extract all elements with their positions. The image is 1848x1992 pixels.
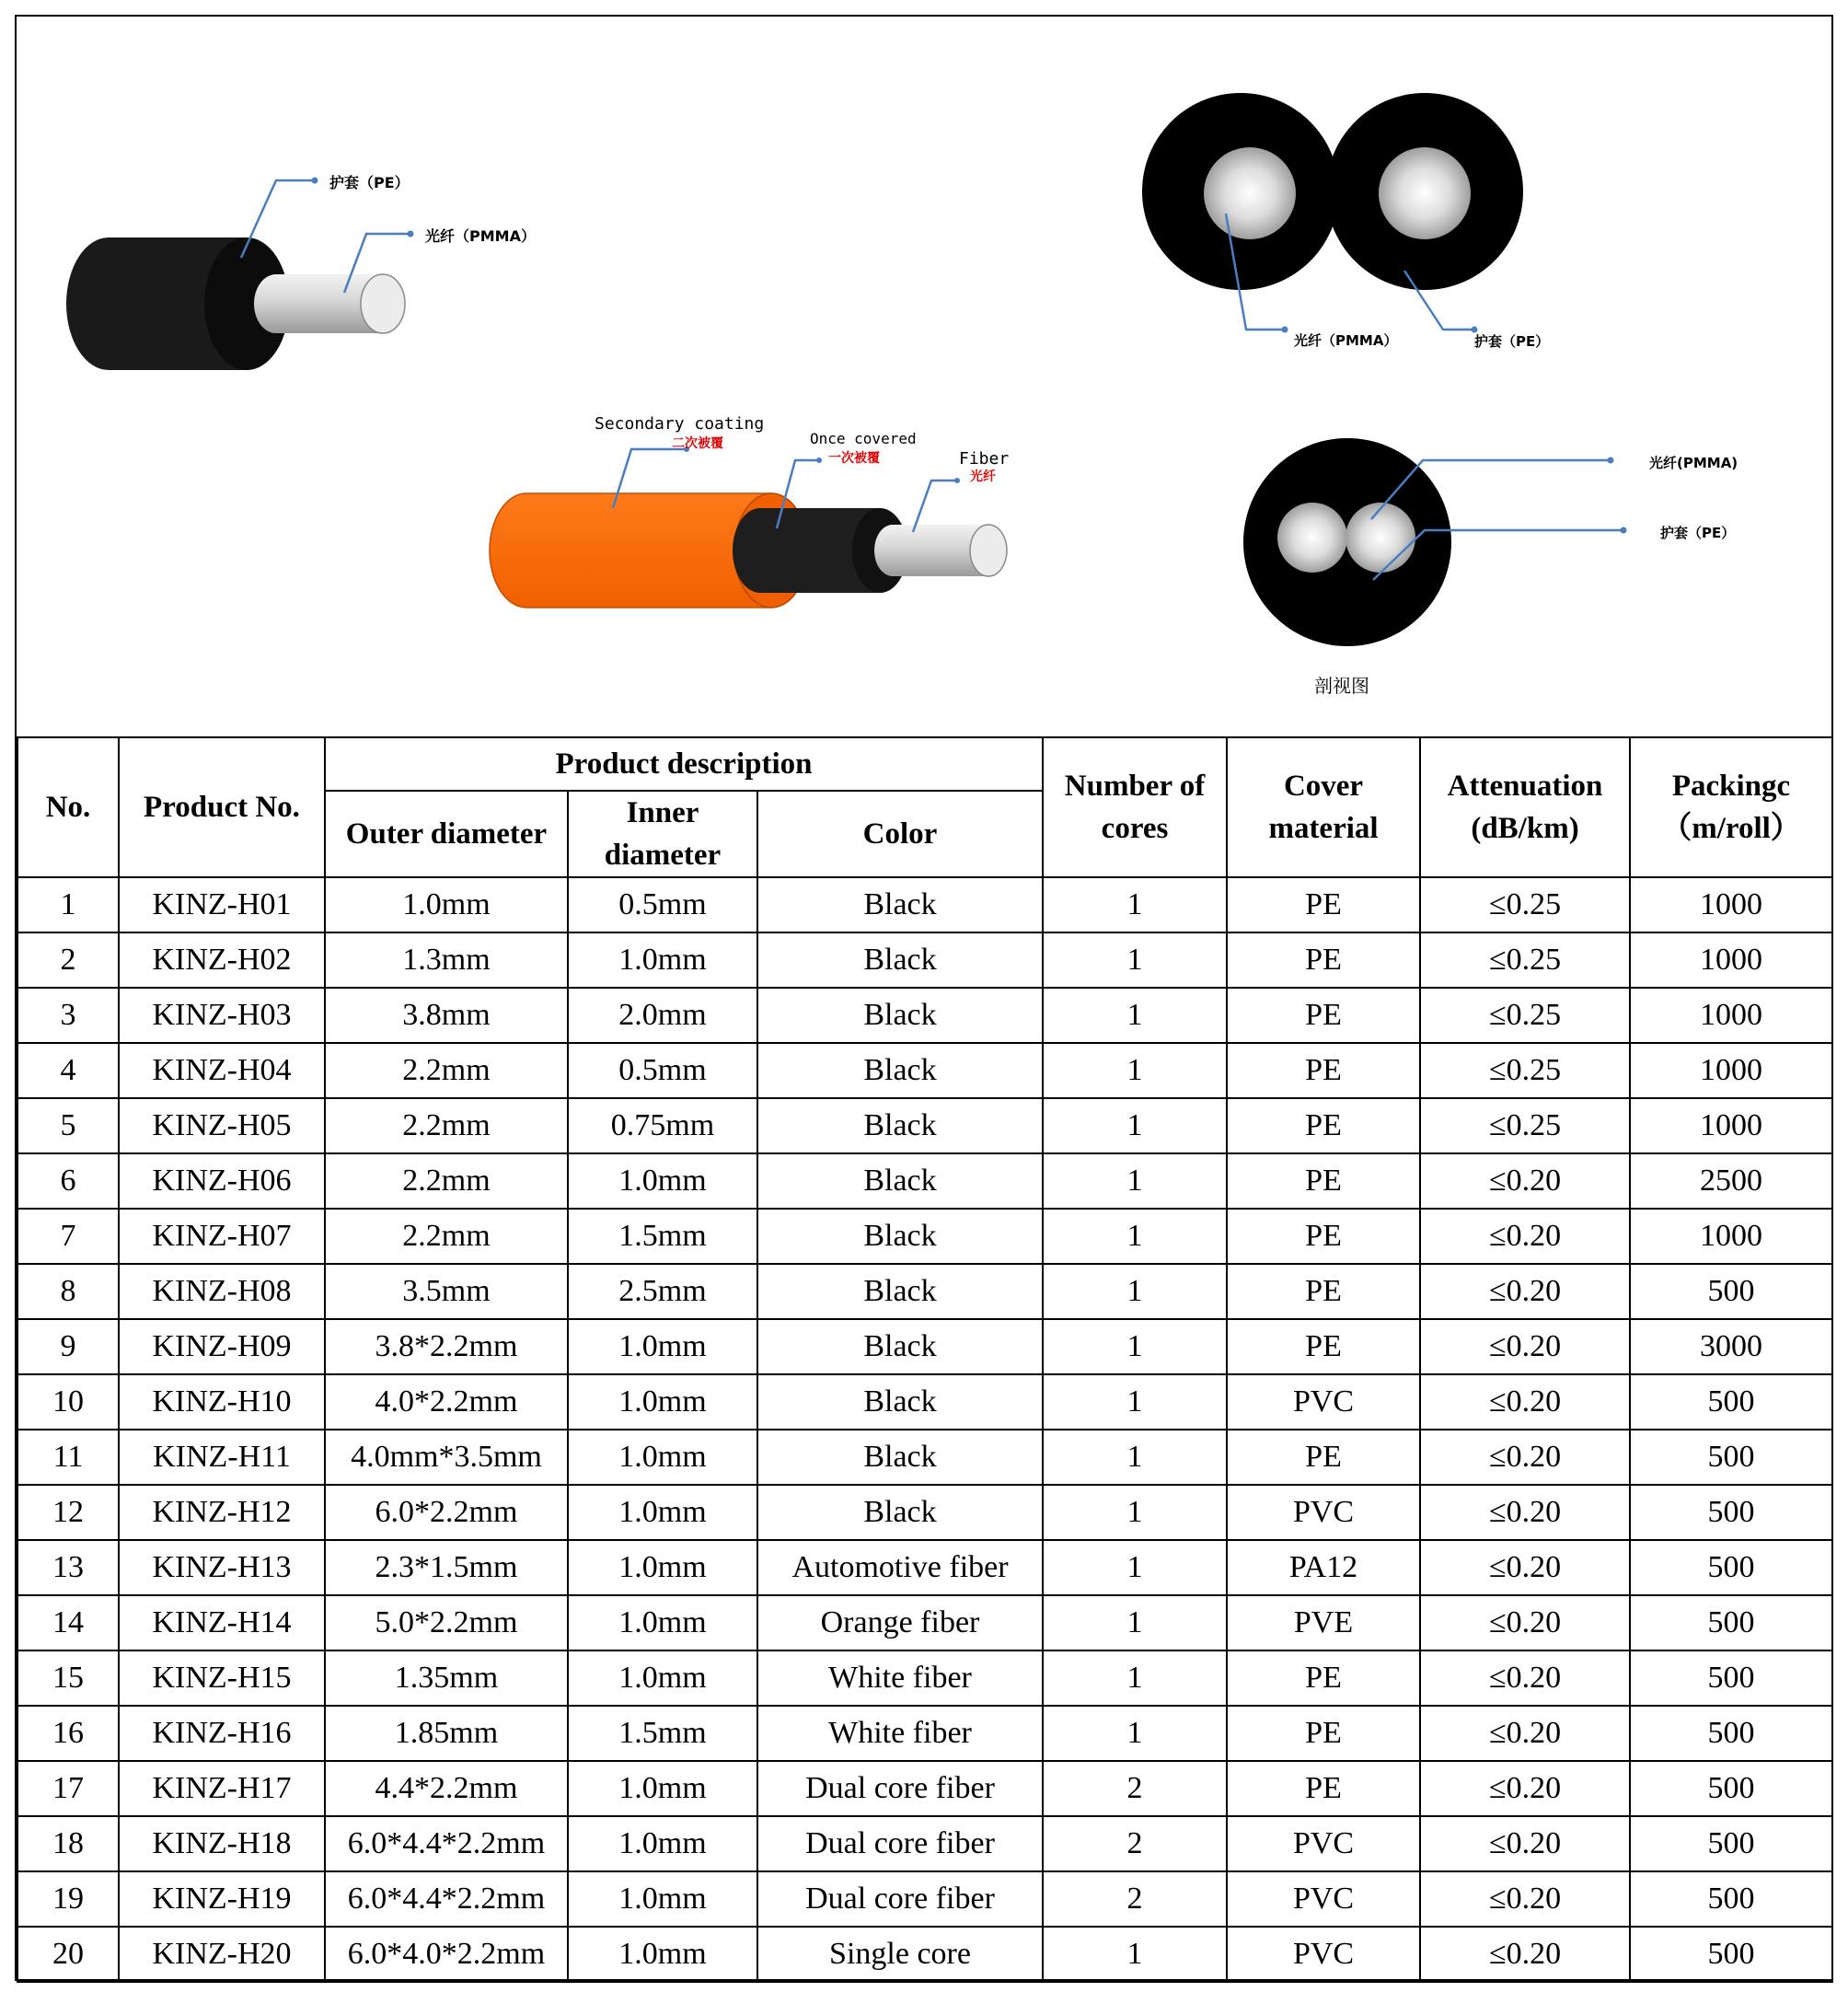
table-row — [17, 1043, 1832, 1098]
table-row — [17, 1098, 1832, 1153]
row-number-cell: 16 — [17, 1706, 119, 1761]
header-no: No. — [17, 737, 119, 877]
cover-material-cell: PE — [1227, 932, 1420, 988]
inner-diameter-cell: 1.0mm — [568, 1595, 757, 1650]
product-number-cell: KINZ-H17 — [119, 1761, 325, 1816]
row-number-cell: 1 — [17, 877, 119, 932]
packing-cell: 500 — [1630, 1264, 1832, 1319]
outer-diameter-cell: 3.8*2.2mm — [325, 1319, 568, 1374]
number-of-cores-cell: 1 — [1043, 1319, 1227, 1374]
attenuation-cell: ≤0.20 — [1420, 1374, 1630, 1430]
packing-cell: 500 — [1630, 1761, 1832, 1816]
product-spec-table — [17, 736, 1833, 1983]
cover-material-cell: PVC — [1227, 1871, 1420, 1927]
table-row — [17, 1706, 1832, 1761]
color-cell: Black — [757, 1153, 1043, 1209]
table-row — [17, 1927, 1832, 1982]
header-outer-diameter: Outer diameter — [325, 791, 568, 877]
attenuation-cell: ≤0.20 — [1420, 1595, 1630, 1650]
number-of-cores-cell: 1 — [1043, 988, 1227, 1043]
outer-diameter-cell: 6.0*4.4*2.2mm — [325, 1816, 568, 1871]
number-of-cores-cell: 1 — [1043, 1430, 1227, 1485]
dual-round-cable-cross-section — [1142, 93, 1549, 350]
product-number-cell: KINZ-H03 — [119, 988, 325, 1043]
fiber-cn-label: 光纤 — [970, 469, 996, 484]
inner-diameter-cell: 0.75mm — [568, 1098, 757, 1153]
number-of-cores-cell: 1 — [1043, 1927, 1227, 1982]
color-cell: Black — [757, 1374, 1043, 1430]
spec-sheet — [15, 15, 1833, 1981]
outer-diameter-cell: 1.35mm — [325, 1650, 568, 1706]
row-number-cell: 14 — [17, 1595, 119, 1650]
inner-diameter-cell: 2.0mm — [568, 988, 757, 1043]
table-row — [17, 932, 1832, 988]
color-cell: Orange fiber — [757, 1595, 1043, 1650]
row-number-cell: 15 — [17, 1650, 119, 1706]
row-number-cell: 11 — [17, 1430, 119, 1485]
packing-cell: 3000 — [1630, 1319, 1832, 1374]
attenuation-cell: ≤0.25 — [1420, 1098, 1630, 1153]
row-number-cell: 7 — [17, 1209, 119, 1264]
outer-diameter-cell: 4.4*2.2mm — [325, 1761, 568, 1816]
packing-cell: 1000 — [1630, 1043, 1832, 1098]
packing-cell: 1000 — [1630, 1209, 1832, 1264]
attenuation-cell: ≤0.20 — [1420, 1871, 1630, 1927]
outer-diameter-cell: 6.0*2.2mm — [325, 1485, 568, 1540]
cover-material-cell: PA12 — [1227, 1540, 1420, 1595]
cover-material-cell: PE — [1227, 1761, 1420, 1816]
dual-flat-fiber-label: 光纤(PMMA) — [1649, 455, 1738, 471]
product-number-cell: KINZ-H09 — [119, 1319, 325, 1374]
outer-diameter-cell: 1.0mm — [325, 877, 568, 932]
cover-material-cell: PE — [1227, 1043, 1420, 1098]
color-cell: Black — [757, 1264, 1043, 1319]
cover-material-cell: PVC — [1227, 1374, 1420, 1430]
color-cell: White fiber — [757, 1706, 1043, 1761]
table-row — [17, 1595, 1832, 1650]
number-of-cores-cell: 1 — [1043, 1650, 1227, 1706]
number-of-cores-cell: 1 — [1043, 1595, 1227, 1650]
packing-cell: 500 — [1630, 1430, 1832, 1485]
inner-diameter-cell: 0.5mm — [568, 877, 757, 932]
cover-material-cell: PE — [1227, 1319, 1420, 1374]
table-row — [17, 1264, 1832, 1319]
product-number-cell: KINZ-H04 — [119, 1043, 325, 1098]
table-row — [17, 1650, 1832, 1706]
table-row — [17, 1540, 1832, 1595]
product-number-cell: KINZ-H16 — [119, 1706, 325, 1761]
number-of-cores-cell: 1 — [1043, 932, 1227, 988]
dual-round-fiber-label: 光纤（PMMA） — [1294, 332, 1398, 349]
packing-cell: 500 — [1630, 1485, 1832, 1540]
cover-material-cell: PVC — [1227, 1485, 1420, 1540]
color-cell: Black — [757, 1043, 1043, 1098]
attenuation-cell: ≤0.25 — [1420, 988, 1630, 1043]
table-row — [17, 1374, 1832, 1430]
inner-diameter-cell: 1.0mm — [568, 1816, 757, 1871]
color-cell: Dual core fiber — [757, 1761, 1043, 1816]
header-packing: Packingc （m/roll） — [1630, 737, 1832, 877]
cover-material-cell: PE — [1227, 988, 1420, 1043]
color-cell: Black — [757, 1485, 1043, 1540]
table-row — [17, 1430, 1832, 1485]
outer-diameter-cell: 2.2mm — [325, 1043, 568, 1098]
row-number-cell: 9 — [17, 1319, 119, 1374]
attenuation-cell: ≤0.20 — [1420, 1264, 1630, 1319]
cross-section-caption: 剖视图 — [1314, 675, 1369, 697]
inner-diameter-cell: 1.0mm — [568, 1761, 757, 1816]
product-number-cell: KINZ-H13 — [119, 1540, 325, 1595]
color-cell: Black — [757, 1430, 1043, 1485]
attenuation-cell: ≤0.20 — [1420, 1485, 1630, 1540]
color-cell: Black — [757, 1209, 1043, 1264]
header-number-of-cores: Number of cores — [1043, 737, 1227, 877]
packing-cell: 500 — [1630, 1595, 1832, 1650]
cover-material-cell: PE — [1227, 1098, 1420, 1153]
number-of-cores-cell: 2 — [1043, 1871, 1227, 1927]
cover-material-cell: PVC — [1227, 1816, 1420, 1871]
row-number-cell: 2 — [17, 932, 119, 988]
row-number-cell: 19 — [17, 1871, 119, 1927]
inner-diameter-cell: 1.0mm — [568, 1153, 757, 1209]
packing-cell: 1000 — [1630, 932, 1832, 988]
inner-diameter-cell: 1.0mm — [568, 1871, 757, 1927]
row-number-cell: 10 — [17, 1374, 119, 1430]
packing-cell: 500 — [1630, 1650, 1832, 1706]
header-inner-diameter: Inner diameter — [568, 791, 757, 877]
table-row — [17, 1153, 1832, 1209]
table-row — [17, 988, 1832, 1043]
packing-cell: 500 — [1630, 1540, 1832, 1595]
attenuation-cell: ≤0.25 — [1420, 877, 1630, 932]
packing-cell: 500 — [1630, 1816, 1832, 1871]
cover-material-cell: PE — [1227, 877, 1420, 932]
coated-cable-illustration — [490, 414, 1009, 608]
product-number-cell: KINZ-H18 — [119, 1816, 325, 1871]
number-of-cores-cell: 2 — [1043, 1816, 1227, 1871]
header-product-no: Product No. — [119, 737, 325, 877]
single-core-cable-illustration — [66, 174, 536, 370]
row-number-cell: 12 — [17, 1485, 119, 1540]
inner-diameter-cell: 1.5mm — [568, 1706, 757, 1761]
attenuation-cell: ≤0.25 — [1420, 1043, 1630, 1098]
cover-material-cell: PE — [1227, 1264, 1420, 1319]
inner-diameter-cell: 0.5mm — [568, 1043, 757, 1098]
product-number-cell: KINZ-H02 — [119, 932, 325, 988]
header-product-description: Product description — [325, 737, 1043, 791]
number-of-cores-cell: 1 — [1043, 1153, 1227, 1209]
color-cell: Black — [757, 1098, 1043, 1153]
outer-diameter-cell: 4.0mm*3.5mm — [325, 1430, 568, 1485]
table-row — [17, 1485, 1832, 1540]
row-number-cell: 5 — [17, 1098, 119, 1153]
packing-cell: 2500 — [1630, 1153, 1832, 1209]
dual-flat-jacket-label: 护套（PE） — [1660, 525, 1736, 541]
product-number-cell: KINZ-H10 — [119, 1374, 325, 1430]
outer-diameter-cell: 2.2mm — [325, 1153, 568, 1209]
secondary-coating-cn-label: 二次被覆 — [672, 436, 723, 451]
product-number-cell: KINZ-H20 — [119, 1927, 325, 1982]
color-cell: Black — [757, 1319, 1043, 1374]
product-number-cell: KINZ-H05 — [119, 1098, 325, 1153]
number-of-cores-cell: 1 — [1043, 1485, 1227, 1540]
product-number-cell: KINZ-H14 — [119, 1595, 325, 1650]
color-cell: White fiber — [757, 1650, 1043, 1706]
row-number-cell: 20 — [17, 1927, 119, 1982]
inner-diameter-cell: 1.0mm — [568, 1650, 757, 1706]
outer-diameter-cell: 3.8mm — [325, 988, 568, 1043]
outer-diameter-cell: 2.2mm — [325, 1098, 568, 1153]
number-of-cores-cell: 1 — [1043, 1540, 1227, 1595]
outer-diameter-cell: 1.85mm — [325, 1706, 568, 1761]
product-number-cell: KINZ-H08 — [119, 1264, 325, 1319]
color-cell: Automotive fiber — [757, 1540, 1043, 1595]
table-row — [17, 877, 1832, 932]
packing-cell: 1000 — [1630, 988, 1832, 1043]
attenuation-cell: ≤0.20 — [1420, 1540, 1630, 1595]
row-number-cell: 18 — [17, 1816, 119, 1871]
outer-diameter-cell: 3.5mm — [325, 1264, 568, 1319]
table-row — [17, 1871, 1832, 1927]
attenuation-cell: ≤0.20 — [1420, 1430, 1630, 1485]
inner-diameter-cell: 1.0mm — [568, 1374, 757, 1430]
secondary-coating-label: Secondary coating — [595, 414, 765, 434]
outer-diameter-cell: 4.0*2.2mm — [325, 1374, 568, 1430]
inner-diameter-cell: 1.0mm — [568, 1319, 757, 1374]
cover-material-cell: PE — [1227, 1209, 1420, 1264]
cover-material-cell: PE — [1227, 1153, 1420, 1209]
fiber-label: Fiber — [959, 449, 1010, 469]
product-number-cell: KINZ-H11 — [119, 1430, 325, 1485]
packing-cell: 500 — [1630, 1871, 1832, 1927]
packing-cell: 500 — [1630, 1706, 1832, 1761]
number-of-cores-cell: 1 — [1043, 1264, 1227, 1319]
attenuation-cell: ≤0.20 — [1420, 1816, 1630, 1871]
cover-material-cell: PE — [1227, 1650, 1420, 1706]
row-number-cell: 4 — [17, 1043, 119, 1098]
inner-diameter-cell: 1.0mm — [568, 1430, 757, 1485]
attenuation-cell: ≤0.20 — [1420, 1706, 1630, 1761]
row-number-cell: 13 — [17, 1540, 119, 1595]
cover-material-cell: PE — [1227, 1706, 1420, 1761]
color-cell: Single core — [757, 1927, 1043, 1982]
dual-flat-cable-cross-section — [1243, 438, 1738, 697]
single-core-jacket-label: 护套（PE） — [329, 174, 410, 191]
header-cover-material: Cover material — [1227, 737, 1420, 877]
product-number-cell: KINZ-H01 — [119, 877, 325, 932]
color-cell: Black — [757, 932, 1043, 988]
inner-diameter-cell: 1.0mm — [568, 1927, 757, 1982]
color-cell: Dual core fiber — [757, 1816, 1043, 1871]
product-number-cell: KINZ-H15 — [119, 1650, 325, 1706]
outer-diameter-cell: 6.0*4.4*2.2mm — [325, 1871, 568, 1927]
number-of-cores-cell: 1 — [1043, 877, 1227, 932]
table-row — [17, 1761, 1832, 1816]
attenuation-cell: ≤0.20 — [1420, 1927, 1630, 1982]
packing-cell: 500 — [1630, 1927, 1832, 1982]
color-cell: Black — [757, 877, 1043, 932]
attenuation-cell: ≤0.25 — [1420, 932, 1630, 988]
color-cell: Dual core fiber — [757, 1871, 1043, 1927]
once-covered-cn-label: 一次被覆 — [828, 451, 880, 466]
dual-round-jacket-label: 护套（PE） — [1474, 333, 1550, 350]
outer-diameter-cell: 2.3*1.5mm — [325, 1540, 568, 1595]
cover-material-cell: PE — [1227, 1430, 1420, 1485]
packing-cell: 1000 — [1630, 1098, 1832, 1153]
outer-diameter-cell: 6.0*4.0*2.2mm — [325, 1927, 568, 1982]
table-row — [17, 1816, 1832, 1871]
product-number-cell: KINZ-H06 — [119, 1153, 325, 1209]
attenuation-cell: ≤0.20 — [1420, 1650, 1630, 1706]
number-of-cores-cell: 1 — [1043, 1706, 1227, 1761]
inner-diameter-cell: 1.0mm — [568, 1485, 757, 1540]
outer-diameter-cell: 1.3mm — [325, 932, 568, 988]
product-number-cell: KINZ-H07 — [119, 1209, 325, 1264]
row-number-cell: 8 — [17, 1264, 119, 1319]
once-covered-label: Once covered — [810, 430, 917, 447]
number-of-cores-cell: 1 — [1043, 1209, 1227, 1264]
inner-diameter-cell: 1.0mm — [568, 1540, 757, 1595]
inner-diameter-cell: 1.5mm — [568, 1209, 757, 1264]
outer-diameter-cell: 2.2mm — [325, 1209, 568, 1264]
row-number-cell: 3 — [17, 988, 119, 1043]
attenuation-cell: ≤0.20 — [1420, 1209, 1630, 1264]
number-of-cores-cell: 1 — [1043, 1098, 1227, 1153]
inner-diameter-cell: 1.0mm — [568, 932, 757, 988]
product-number-cell: KINZ-H19 — [119, 1871, 325, 1927]
cover-material-cell: PVE — [1227, 1595, 1420, 1650]
single-core-fiber-label: 光纤（PMMA） — [425, 227, 536, 245]
color-cell: Black — [757, 988, 1043, 1043]
row-number-cell: 17 — [17, 1761, 119, 1816]
attenuation-cell: ≤0.20 — [1420, 1153, 1630, 1209]
header-color: Color — [757, 791, 1043, 877]
row-number-cell: 6 — [17, 1153, 119, 1209]
cable-structure-diagrams — [17, 17, 1831, 736]
product-number-cell: KINZ-H12 — [119, 1485, 325, 1540]
cover-material-cell: PVC — [1227, 1927, 1420, 1982]
number-of-cores-cell: 2 — [1043, 1761, 1227, 1816]
number-of-cores-cell: 1 — [1043, 1374, 1227, 1430]
outer-diameter-cell: 5.0*2.2mm — [325, 1595, 568, 1650]
table-row — [17, 1319, 1832, 1374]
packing-cell: 1000 — [1630, 877, 1832, 932]
inner-diameter-cell: 2.5mm — [568, 1264, 757, 1319]
attenuation-cell: ≤0.20 — [1420, 1761, 1630, 1816]
number-of-cores-cell: 1 — [1043, 1043, 1227, 1098]
packing-cell: 500 — [1630, 1374, 1832, 1430]
attenuation-cell: ≤0.20 — [1420, 1319, 1630, 1374]
header-attenuation: Attenuation (dB/km) — [1420, 737, 1630, 877]
spec-table-body — [17, 877, 1832, 1982]
table-row — [17, 1209, 1832, 1264]
